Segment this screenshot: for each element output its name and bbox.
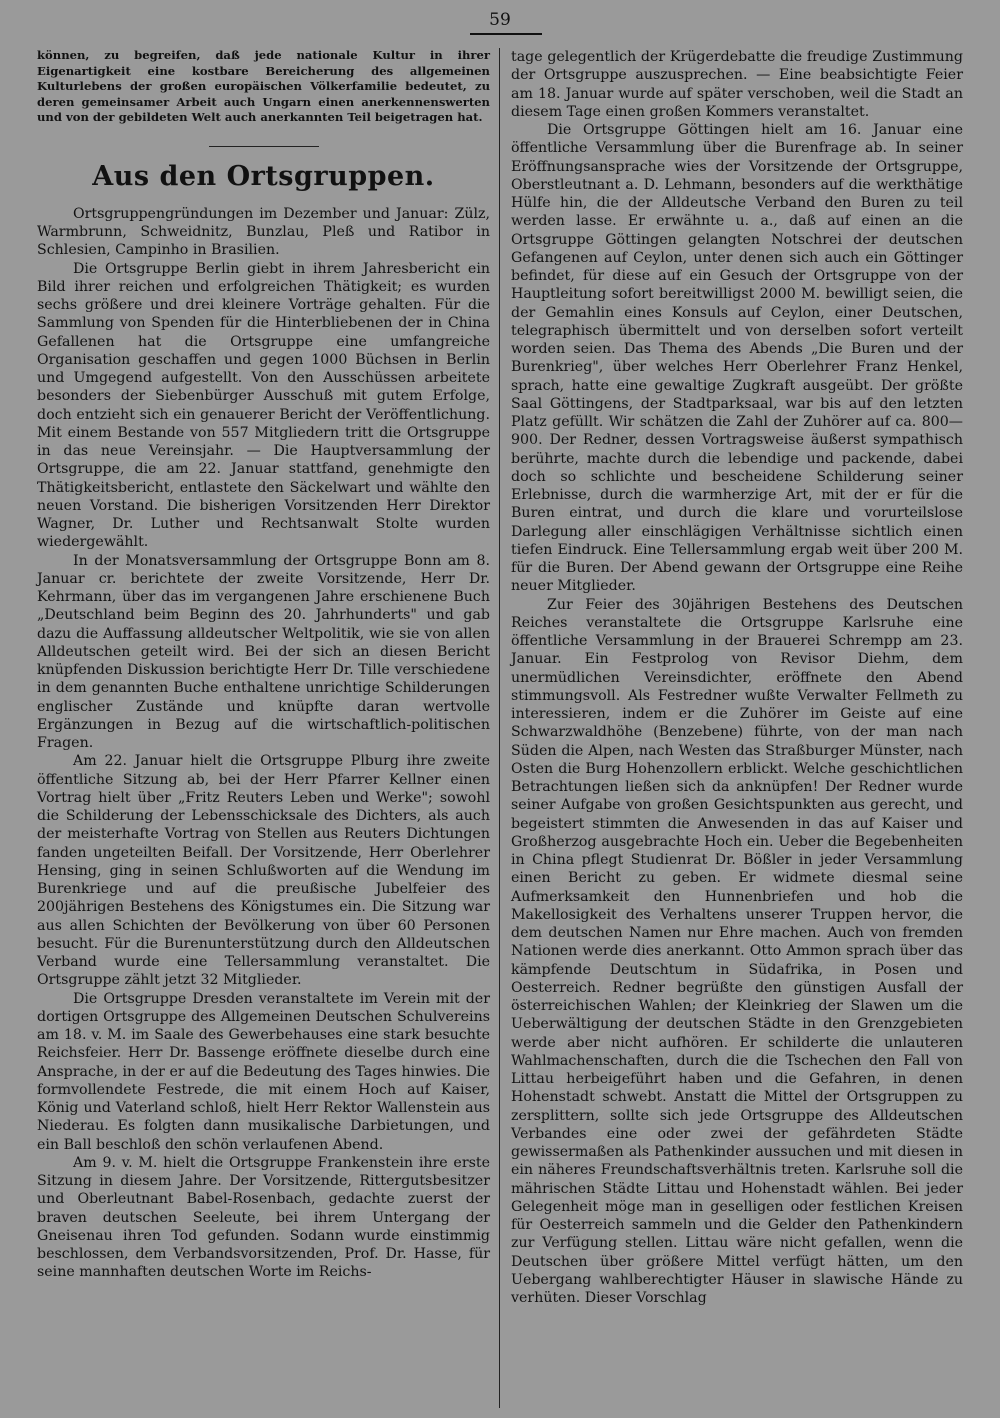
paragraph-goettingen: Die Ortsgruppe Göttingen hielt am 16. Januar eine öffentliche Versammlung über die Burenfrage ab. In seiner Eröffnungsansprache wies der Vorsitzende der Ortsgruppe, Oberstleutnant a. D. Lehmann, besonders auf die werkthätige Hülfe hin, die der Alldeutsche Verband den Buren zu teil werden lasse. Er erwähnte u. a., daß auf einen an die Ortsgruppe Göttingen gelangten Notschrei der deutschen Gefangenen auf Ceylon, unter denen sich auch ein Göttinger befindet, für diese auf ein Gesuch der Ortsgruppe von der Hauptleitung sofort bereitwilligst 2000 M. bewilligt seien, die der Gemahlin eines Konsuls auf Ceylon, einer Deutschen, telegraphisch übermittelt und von derselben sofort verteilt worden seien. Das Thema des Abends „Die Buren und der Burenkrieg", über welches Herr Oberlehrer Franz Henkel, sprach, hatte eine gewaltige Zugkraft ausgeübt. Der größte Saal Göttingens, der Stadtparksaal, war bis auf den letzten Platz gefüllt. Wir schätzen die Zahl der Zuhörer auf ca. 800—900. Der Redner, dessen Vortragsweise äußerst sympathisch berührte, machte durch die lebendige und packende, dabei doch so schlichte und bescheidene Schilderung seiner Erlebnisse, durch die warmherzige Art, mit der er für die Buren eintrat, und durch die klare und vorurteilslose Darlegung aller einschlägigen Verhältnisse sichtlich einen tiefen Eindruck. Eine Tellersammlung ergab weit über 200 M. für die Buren. Der Abend gewann der Ortsgruppe eine Reihe neuer Mitglieder. [511,122,963,595]
left-column [37,48,490,1282]
paragraph-frankenstein: Am 9. v. M. hielt die Ortsgruppe Frankenstein ihre erste Sitzung in diesem Jahre. Der Vorsitzende, Rittergutsbesitzer und Oberleutnant Babel-Rosenbach, gedachte zuerst der braven deutschen Seeleute, bei ihrem Untergang der Gneisenau ihren Tod gefunden. Sodann wurde einstimmig beschlossen, dem Verbandsvorsitzenden, Prof. Dr. Hasse, für seine mannhaften deutschen Worte im Reichs- [37,1154,490,1281]
paragraph-berlin: Die Ortsgruppe Berlin giebt in ihrem Jahresbericht ein Bild ihrer reichen und erfolgreichen Thätigkeit; es wurden sechs größere und drei kleinere Vorträge gehalten. Für die Sammlung von Spenden für die Hinterbliebenen der in China Gefallenen hat die Ortsgruppe eine umfangreiche Organisation geschaffen und gegen 1000 Büchsen in Berlin und Umgegend aufgestellt. Von den Ausschüssen arbeitete besonders der Siebenbürger Ausschuß mit gutem Erfolge, doch entzieht sich ein genauerer Bericht der Veröffentlichung. Mit einem Bestande von 557 Mitgliedern tritt die Ortsgruppe in das neue Vereinsjahr. — Die Hauptversammlung der Ortsgruppe, die am 22. Januar stattfand, genehmigte den Thätigkeitsbericht, entlastete den Säckelwart und wählte den neuen Vorstand. Die bisherigen Vorsitzenden Herr Direktor Wagner, Dr. Luther und Rechtsanwalt Stolte wurden wiedergewählt. [37,260,490,551]
paragraph-gruendungen: Ortsgruppengründungen im Dezember und Januar: Zülz, Warmbrunn, Schweidnitz, Bunzlau, Pleß und Ratibor in Schlesien, Campinho in Brasilien. [37,205,490,259]
paragraph-karlsruhe: Zur Feier des 30jährigen Bestehens des Deutschen Reiches veranstaltete die Ortsgruppe Karlsruhe eine öffentliche Versammlung in der Brauerei Schrempp am 23. Januar. Ein Festprolog von Revisor Diehm, dem unermüdlichen Vereinsdichter, eröffnete den Abend stimmungsvoll. Als Festredner wußte Verwalter Fellmeth zu interessieren, indem er die Zuhörer im Geiste auf eine Schwarzwaldhöhe (Benzebene) führte, von der man nach Süden die Alpen, nach Westen das Straßburger Münster, nach Osten die Burg Hohenzollern erblickt. Welche geschichtlichen Betrachtungen ließen sich da anknüpfen! Der Redner wurde seiner Aufgabe von großen Gesichtspunkten aus gerecht, und begeistert stimmten die Anwesenden in das auf Kaiser und Großherzog ausgebrachte Hoch ein. Ueber die Begebenheiten in China pflegt Studienrat Dr. Bößler in jeder Versammlung einen Bericht zu geben. Er widmete diesmal seine Aufmerksamkeit den Hunnenbriefen und hob die Makellosigkeit des Verhaltens unserer Truppen hervor, die dem deutschen Namen nur Ehre machen. Auch von fremden Nationen werde dies anerkannt. Otto Ammon sprach über das kämpfende Deutschtum in Südafrika, in Posen und Oesterreich. Redner begrüßte den günstigen Ausfall der österreichischen Wahlen; der Kleinkrieg der Slawen um die Ueberwältigung der deutschen Städte in den Grenzgebieten werde aber nicht aufhören. Er schilderte die unlauteren Wahlmachenschaften, durch die die Tschechen den Fall von Littau herbeigeführt haben und die Gefahren, in denen Hohenstadt schwebt. Anstatt die Mittel der Ortsgruppen zu zersplittern, sollte sich jede Ortsgruppe des Alldeutschen Verbandes eine oder zwei der gefährdeten Städte gewissermaßen als Pathenkinder aussuchen und mit diesen in ein näheres Freundschaftsverhältnis treten. Karlsruhe soll die mährischen Städte Littau und Hohenstadt wählen. Bei jeder Gelegenheit möge man in geselligen oder festlichen Kreisen für Oesterreich sammeln und die Gelder den Pathenkindern zur Verfügung stellen. Littau wäre nicht gefallen, wenn die Deutschen über größere Mittel verfügt hätten, um den Uebergang wahlberechtigter Häuser in slawische Hände zu verhüten. Dieser Vorschlag [511,596,963,1306]
section-rule [209,146,319,147]
paragraph-plburg: Am 22. Januar hielt die Ortsgruppe Plburg ihre zweite öffentliche Sitzung ab, bei der Herr Pfarrer Kellner einen Vortrag hielt über „Fritz Reuters Leben und Werke"; sowohl die Schilderung der Lebensschicksale des Dichters, als auch der meisterhafte Vortrag von Stellen aus Reuters Dichtungen fanden ungeteilten Beifall. Der Vorsitzende, Herr Oberlehrer Hensing, ging in seinen Schlußworten auf die Wendung im Burenkriege und auf die preußische Jubelfeier des 200jährigen Bestehens des Königstumes ein. Die Sitzung war aus allen Schichten der Bevölkerung von über 60 Personen besucht. Für die Burenunterstützung durch den Alldeutschen Verband wurde eine Tellersammlung veranstaltet. Die Ortsgruppe zählt jetzt 32 Mitglieder. [37,753,490,989]
page-number: 59 [489,10,511,30]
intro-paragraph: können, zu begreifen, daß jede nationale Kultur in ihrer Eigenartigkeit eine kostbare Bereicherung des allgemeinen Kulturlebens der großen europäischen Völkerfamilie bedeutet, zu deren gemeinsamer Arbeit auch Ungarn einen anerkennenswerten und von der gebildeten Welt auch anerkannten Teil beigetragen hat. [37,48,490,125]
paragraph-continuation: tage gelegentlich der Krügerdebatte die freudige Zustimmung der Ortsgruppe auszusprechen. — Eine beabsichtigte Feier am 18. Januar wurde auf später verschoben, weil die Stadt an diesem Tage einen großen Kommers veranstaltet. [511,49,963,120]
section-title: Aus den Ortsgruppen. [92,160,435,192]
column-divider [499,48,500,1408]
paragraph-bonn: In der Monatsversammlung der Ortsgruppe Bonn am 8. Januar cr. berichtete der zweite Vorsitzende, Herr Dr. Kehrmann, über das im vergangenen Jahre erschienene Buch „Deutschland beim Beginn des 20. Jahrhunderts" und gab dazu die Auffassung alldeutscher Weltpolitik, wie sie von allen Alldeutschen geteilt wird. Bei der sich an diesen Bericht knüpfenden Diskussion berichtigte Herr Dr. Tille verschiedene in dem genannten Buche enthaltene unrichtige Schilderungen englischer Zustände und knüpfte daran wertvolle Ergänzungen in Bezug auf die wirtschaftlich-politischen Fragen. [37,552,490,752]
header-rule [470,33,542,35]
right-column [511,48,963,1307]
paragraph-dresden: Die Ortsgruppe Dresden veranstaltete im Verein mit der dortigen Ortsgruppe des Allgemeinen Deutschen Schulvereins am 18. v. M. im Saale des Gewerbehauses eine stark besuchte Reichsfeier. Herr Dr. Bassenge eröffnete dieselbe durch eine Ansprache, in der er auf die Bedeutung des Tages hinwies. Die formvollendete Festrede, die mit einem Hoch auf Kaiser, König und Vaterland schloß, hielt Herr Rektor Wallenstein aus Niederau. Es folgten dann musikalische Darbietungen, und ein Ball beschloß den schön verlaufenen Abend. [37,990,490,1153]
